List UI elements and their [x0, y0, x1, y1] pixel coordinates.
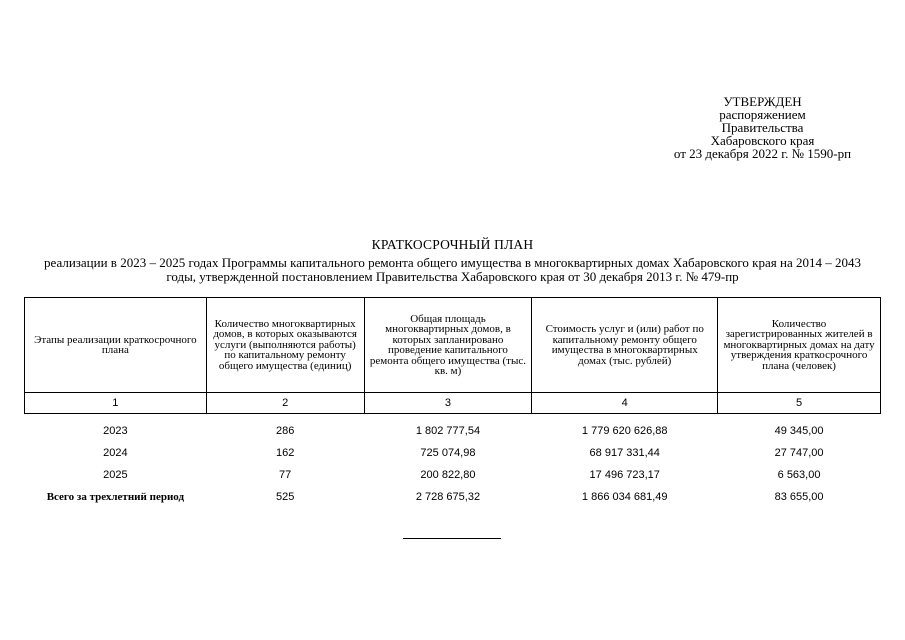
- table-row: [25, 414, 881, 443]
- column-header-houses: Количество многоквартирных домов, в которых оказываются услуги (выполняются работы) по капитальному ремонту общего имущества (единиц): [206, 298, 364, 393]
- column-header-stage: Этапы реализации краткосрочного плана: [25, 298, 207, 393]
- total-row: [25, 486, 881, 508]
- column-number: 2: [206, 393, 364, 414]
- approval-line: от 23 декабря 2022 г. № 1590-рп: [673, 146, 852, 161]
- approval-line: Правительства: [721, 120, 804, 135]
- column-number-row: [25, 393, 881, 414]
- column-number: 5: [718, 393, 881, 414]
- cell-total-houses: 525: [275, 491, 295, 503]
- cell-total-area: 2 728 675,32: [415, 491, 481, 503]
- cell-houses: 162: [275, 447, 295, 459]
- cell-cost: 17 496 723,17: [589, 469, 660, 481]
- cell-total-residents: 83 655,00: [774, 491, 824, 503]
- column-number: 4: [532, 393, 718, 414]
- document-subtitle: реализации в 2023 – 2025 годах Программы капитального ремонта общего имущества в многоквартирных домах Хабаровского края на 2014 – 2043 годы, утвержденной постановлением Правительства Хабаровского края от 30 декабря 2013 г. № 479-пр: [44, 255, 861, 284]
- table-row: [25, 442, 881, 464]
- approval-stamp: [640, 95, 885, 160]
- column-number: 3: [364, 393, 532, 414]
- cell-area: 200 822,80: [420, 469, 476, 481]
- cell-area: 725 074,98: [420, 447, 476, 459]
- table-header-row: [25, 298, 881, 393]
- cell-stage: 2024: [103, 447, 128, 459]
- approval-line: УТВЕРЖДЕН: [723, 94, 802, 109]
- cell-total-cost: 1 866 034 681,49: [581, 491, 668, 503]
- column-header-residents: Количество зарегистрированных жителей в многоквартирных домах на дату утверждения краткосрочного плана (человек): [718, 298, 881, 393]
- cell-houses: 286: [275, 425, 295, 437]
- column-header-area: Общая площадь многоквартирных домов, в которых запланировано проведение капитального ремонта общего имущества (тыс. кв. м): [364, 298, 532, 393]
- approval-line: Хабаровского края: [710, 133, 815, 148]
- cell-area: 1 802 777,54: [415, 425, 481, 437]
- approval-line: распоряжением: [719, 107, 806, 122]
- document-title: КРАТКОСРОЧНЫЙ ПЛАН: [371, 237, 534, 252]
- cell-residents: 27 747,00: [774, 447, 824, 459]
- table-row: [25, 464, 881, 486]
- cell-residents: 6 563,00: [777, 469, 821, 481]
- cell-cost: 68 917 331,44: [589, 447, 660, 459]
- plan-table: [24, 297, 881, 508]
- cell-stage: 2023: [103, 425, 128, 437]
- end-divider: [403, 538, 501, 539]
- cell-total-label: Всего за трехлетний период: [46, 491, 185, 503]
- cell-cost: 1 779 620 626,88: [581, 425, 668, 437]
- cell-stage: 2025: [103, 469, 128, 481]
- cell-houses: 77: [279, 469, 292, 481]
- column-number: 1: [25, 393, 207, 414]
- column-header-cost: Стоимость услуг и (или) работ по капитальному ремонту общего имущества в многоквартирных домах (тыс. рублей): [532, 298, 718, 393]
- cell-residents: 49 345,00: [774, 425, 824, 437]
